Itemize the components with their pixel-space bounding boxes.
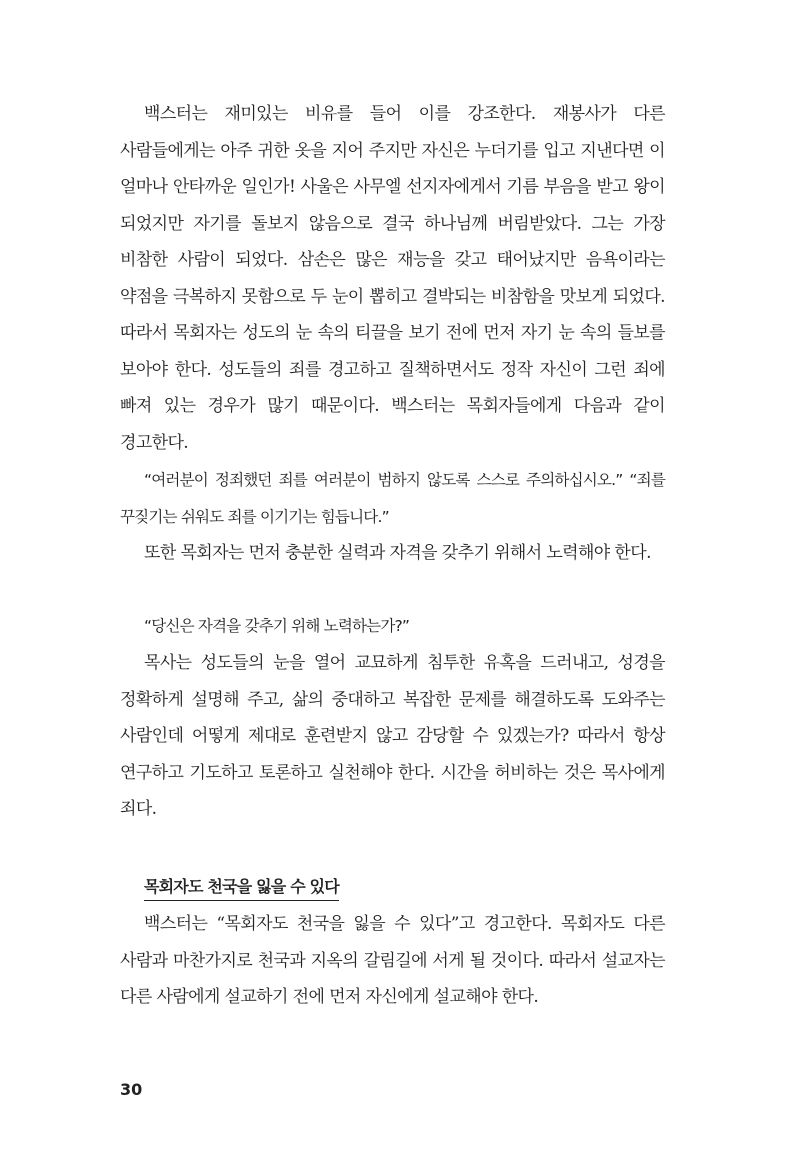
quote-warning-sin: “여러분이 정죄했던 죄를 여러분이 범하지 않도록 스스로 주의하십시오.” “죄를 꾸짖기는 쉬워도 죄를 이기기는 힘듭니다.” <box>120 471 665 526</box>
body-paragraph-baxter-analogy: 백스터는 재미있는 비유를 들어 이를 강조한다. 재봉사가 다른 사람들에게는 아주 귀한 옷을 지어 주지만 자신은 누더기를 입고 지낸다면 이 얼마나 안타까운 일인가! 사울은 사무엘 선지자에게서 기름 부음을 받고 왕이 되었지만 자기를 돌보지 않음으로 결국 하나님께 버림받았다. 그는 가장 비참한 사람이 되었다. 삼손은 많은 재능을 갖고 태어났지만 음욕이라는 약점을 극복하지 못함으로 두 눈이 뽑히고 결박되는 비참함을 맛보게 되었다. 따라서 목회자는 성도의 눈 속의 티끌을 보기 전에 먼저 자기 눈 속의 들보를 보아야 한다. 성도들의 죄를 경고하고 질책하면서도 정작 자신이 그런 죄에 빠져 있는 경우가 많기 때문이다. 백스터는 목회자들에게 다음과 같이 경고한다. <box>120 104 665 453</box>
body-paragraph-heaven-warning: 백스터는 “목회자도 천국을 잃을 수 있다”고 경고한다. 목회자도 다른 사람과 마찬가지로 천국과 지옥의 갈림길에 서게 될 것이다. 따라서 설교자는 다른 사람에게 설교하기 전에 먼저 자신에게 설교해야 한다. <box>120 914 665 1007</box>
quote-qualification-question: “당신은 자격을 갖추기 위해 노력하는가?” <box>144 617 410 635</box>
section-heading: 목회자도 천국을 잃을 수 있다 <box>144 876 339 901</box>
body-paragraph-qualification: 또한 목회자는 먼저 충분한 실력과 자격을 갖추기 위해서 노력해야 한다. <box>144 543 651 563</box>
body-paragraph-pastor-role: 목사는 성도들의 눈을 열어 교묘하게 침투한 유혹을 드러내고, 성경을 정확하게 설명해 주고, 삶의 중대하고 복잡한 문제를 해결하도록 도와주는 사람인데 어떻게 제대로 훈련받지 않고 감당할 수 있겠는가? 따라서 항상 연구하고 기도하고 토론하고 실천해야 한다. 시간을 허비하는 것은 목사에게 죄다. <box>120 653 665 819</box>
page-number: 30 <box>120 1080 143 1099</box>
